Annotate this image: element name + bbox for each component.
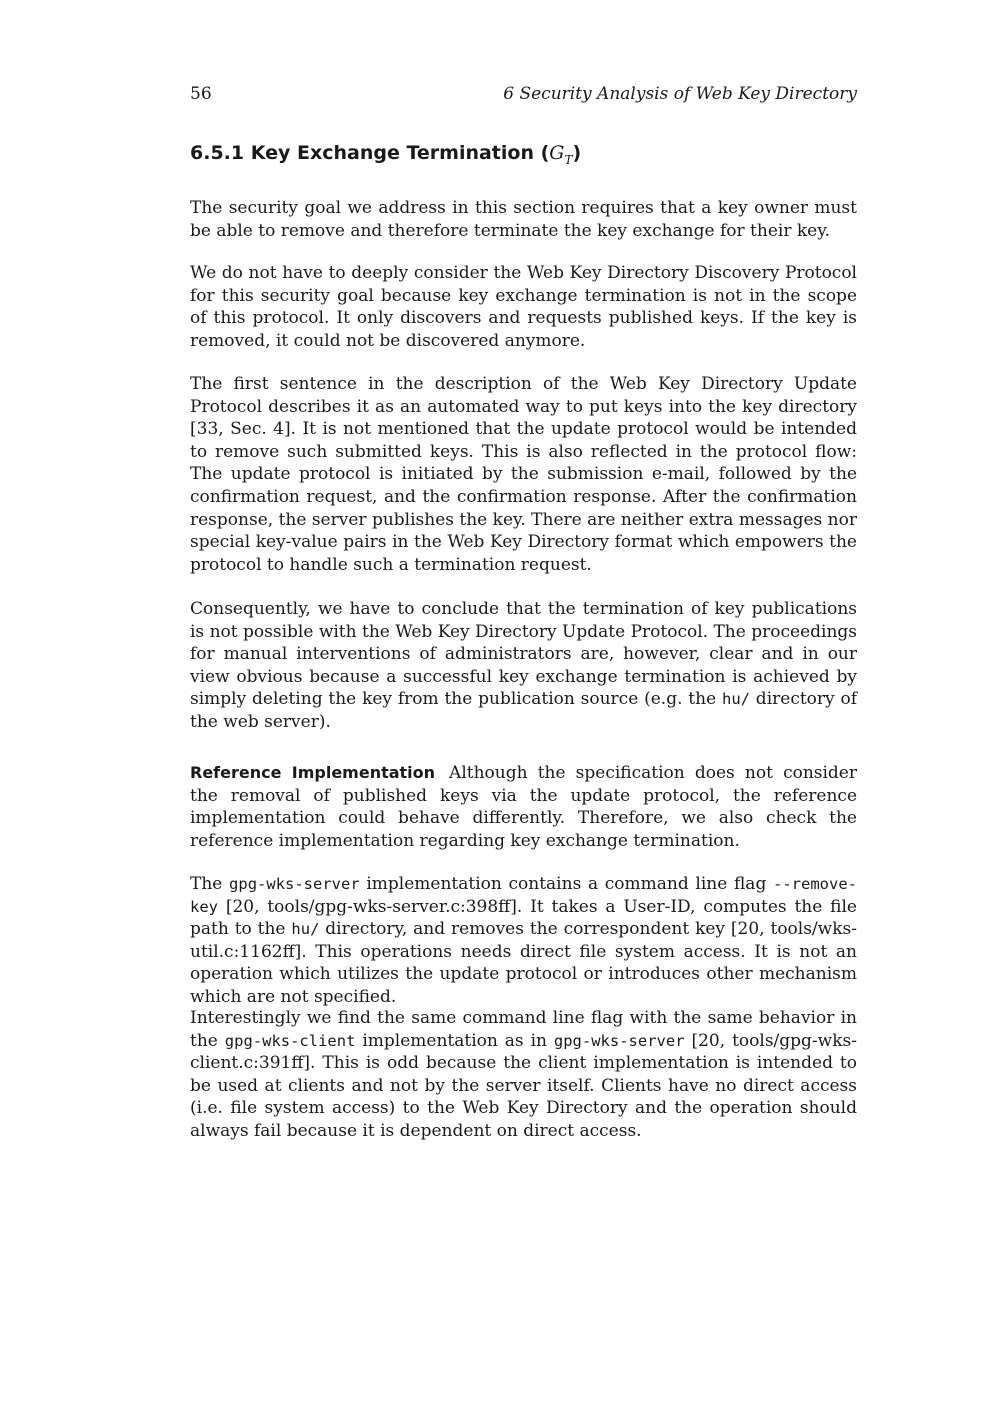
paragraph-4-text-a: Consequently, we have to conclude that the termination of key publications is not possible with the Web Key Directory Update Protocol. The proceedings for manual interventions of administrators are, however, clear and in our view obvious because a successful key exchange termination is achieved by simply deleting the key from the publication source (e.g. the	[190, 599, 857, 710]
paragraph-7-text-a: Interestingly we find the same command line flag with the same behavior in the	[190, 1008, 857, 1051]
code-remove-key-flag: --remove-key	[190, 875, 857, 916]
paragraph-6-text-d: directory, and removes the correspondent key [20, tools/wks-util.c:1162ff]. This operations needs direct file system access. It is not an operation which utilizes the update protocol or introduces other mechanism which are not specified.	[190, 919, 858, 1007]
running-head: 6 Security Analysis of Web Key Directory	[503, 84, 857, 104]
paragraph-heading-reference-implementation: Reference Implementation	[190, 763, 436, 782]
page-number: 56	[190, 84, 212, 104]
paragraph-5-text: Although the specification does not consider the removal of published keys via the update protocol, the reference implementation could behave differently. Therefore, we also check the reference implementation regarding key exchange termination.	[190, 763, 857, 851]
paragraph-4-text-b: directory of the web server).	[190, 689, 857, 732]
code-hu-dir-2: hu/	[291, 920, 320, 939]
paragraph-6-text-c: [20, tools/gpg-wks-server.c:398ff]. It takes a User-ID, computes the file path to the	[190, 896, 857, 940]
paragraph-6-text-a: The	[190, 874, 230, 894]
section-title-close: )	[572, 142, 582, 164]
paragraph-7	[190, 1007, 857, 1143]
paragraph-6	[190, 873, 857, 1009]
code-gpg-wks-server-2: gpg-wks-server	[553, 1031, 685, 1050]
code-gpg-wks-client: gpg-wks-client	[224, 1031, 356, 1050]
section-title: 6.5.1 Key Exchange Termination (	[190, 142, 550, 164]
code-hu-dir: hu/	[721, 690, 750, 709]
code-gpg-wks-server: gpg-wks-server	[229, 875, 360, 893]
goal-symbol	[549, 142, 573, 167]
paragraph-1: The security goal we address in this section requires that a key owner must be able to remove and therefore terminate the key exchange for their key.	[190, 198, 857, 241]
section-heading	[190, 141, 581, 172]
paragraph-2: We do not have to deeply consider the Web Key Directory Discovery Protocol for this security goal because key exchange termination is not in the scope of this protocol. It only discovers and requests published keys. If the key is removed, it could not be discovered anymore.	[190, 263, 857, 351]
paragraph-3: The first sentence in the description of the Web Key Directory Update Protocol describes it as an automated way to put keys into the key directory [33, Sec. 4]. It is not mentioned that the update protocol would be intended to remove such submitted keys. This is also reflected in the protocol flow: The update protocol is initiated by the submission e-mail, followed by the confirmation request, and the confirmation response. After the confirmation response, the server publishes the key. There are neither extra messages nor special key-value pairs in the Web Key Directory format which empowers the protocol to handle such a termination request.	[190, 374, 857, 575]
paragraph-4	[190, 598, 857, 734]
paragraph-5	[190, 762, 857, 852]
paragraph-7-text-c: [20, tools/gpg-wks-client.c:391ff]. This is odd because the client implementation is intended to be used at clients and not by the server itself. Clients have no direct access (i.e. file system access) to the Web Key Directory and the operation should always fail because it is dependent on direct access.	[190, 1030, 857, 1141]
paragraph-7-text-b: implementation as in	[355, 1030, 554, 1051]
goal-symbol-main: G	[549, 142, 565, 164]
paragraph-6-text-b: implementation contains a command line flag	[359, 874, 773, 894]
goal-symbol-sub: T	[564, 152, 573, 167]
